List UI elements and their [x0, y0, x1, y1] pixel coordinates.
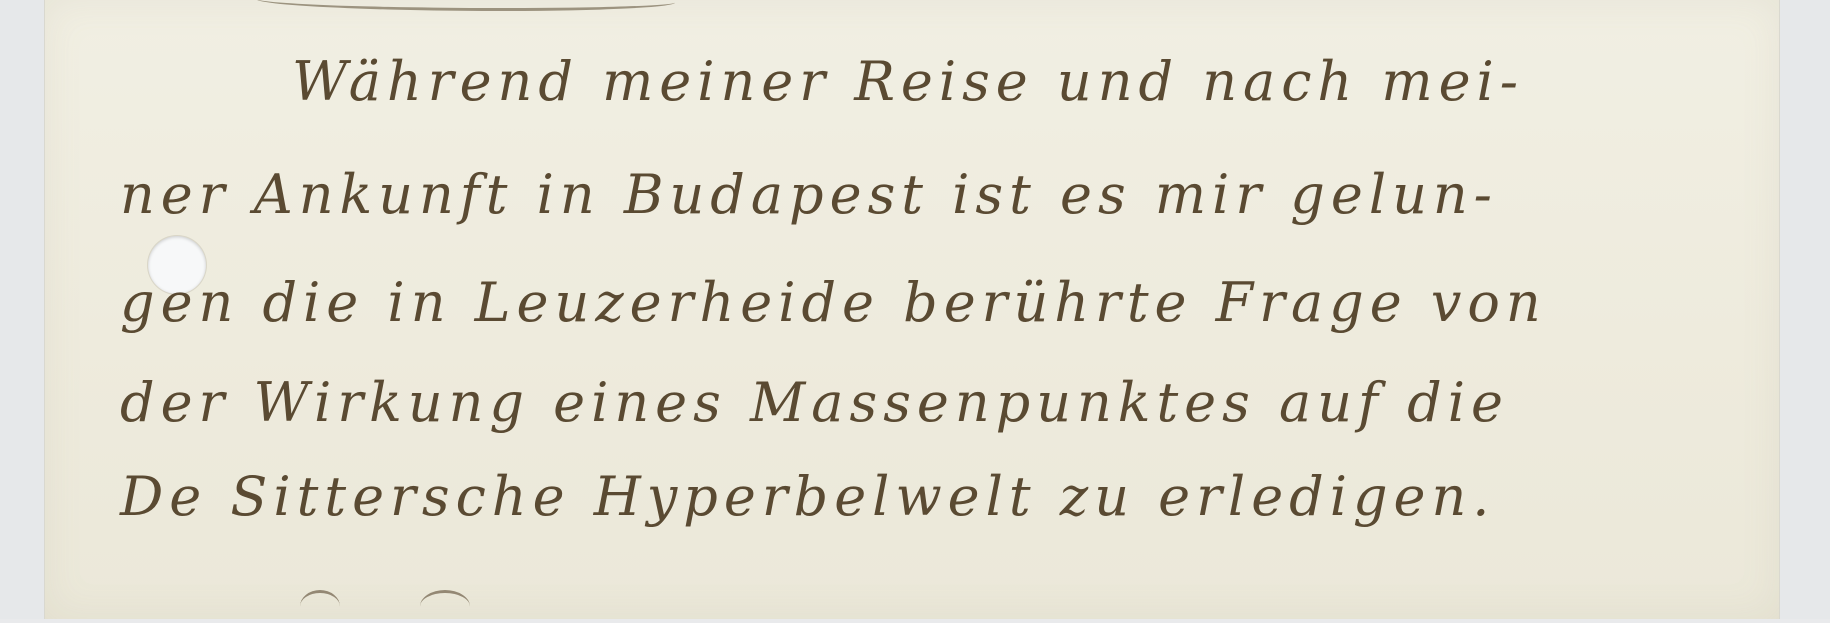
handwritten-line-3: gen die in Leuzerheide berührte Frage von	[120, 271, 1547, 334]
handwritten-line-2: ner Ankunft in Budapest ist es mir gelun-	[120, 163, 1498, 226]
cut-off-handwriting-bottom	[420, 590, 470, 623]
handwritten-line-4: der Wirkung eines Massenpunktes auf die	[120, 371, 1509, 434]
cut-off-handwriting-bottom	[300, 590, 340, 623]
handwritten-line-1: Während meiner Reise und nach mei-	[292, 50, 1525, 113]
handwritten-line-5: De Sittersche Hyperbelwelt zu erledigen.	[120, 465, 1496, 528]
cut-off-handwriting-top	[255, 0, 675, 11]
